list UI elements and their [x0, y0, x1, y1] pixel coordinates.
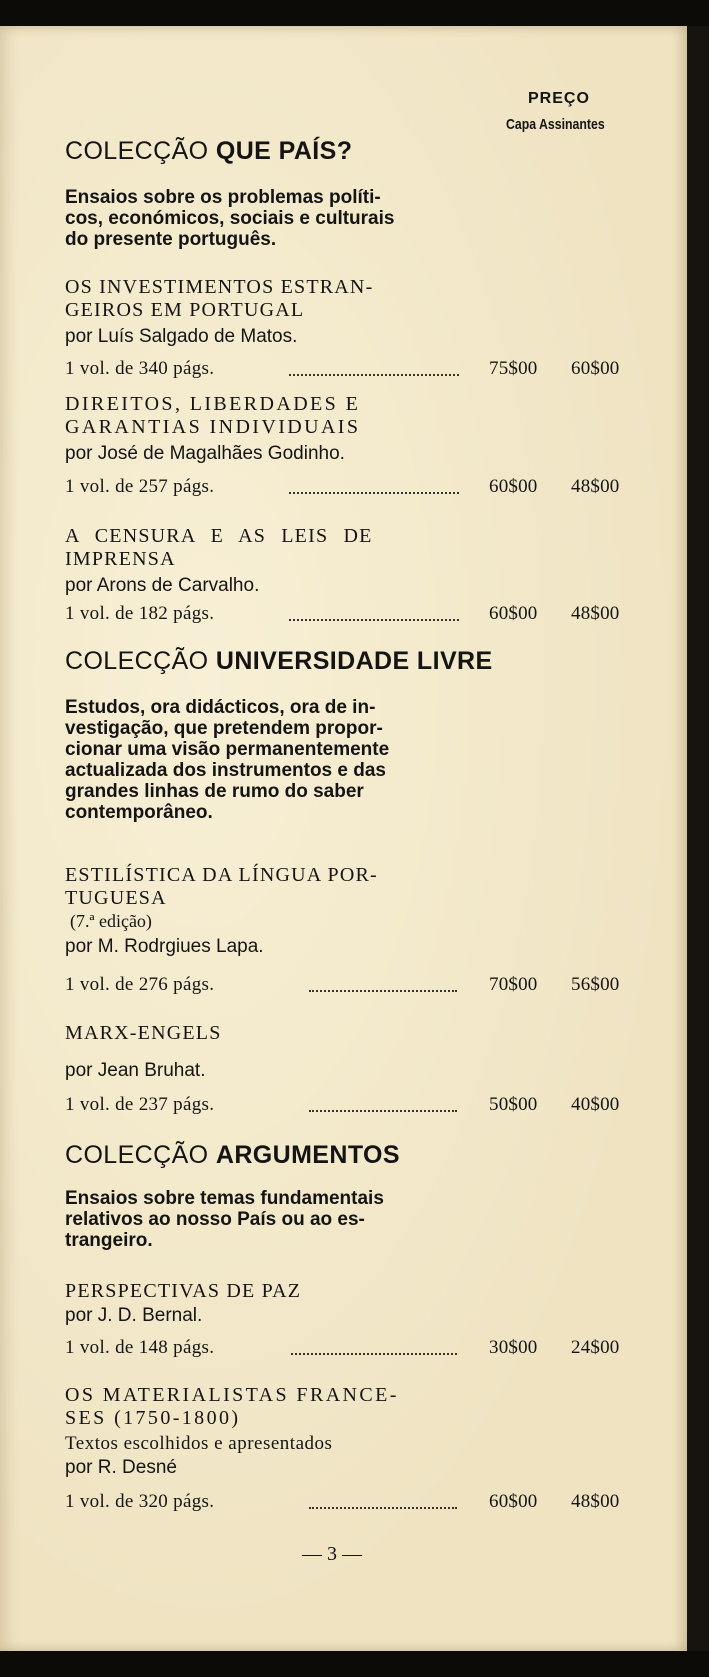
- book-author: [65, 443, 345, 465]
- author-prefix: por: [65, 443, 93, 464]
- book-volume: 1 vol. de 320 págs.: [65, 1491, 215, 1512]
- page-edge-shadow: [687, 26, 709, 1651]
- book-edition: (7.ª edição): [70, 911, 152, 931]
- page-number: — 3 —: [302, 1543, 362, 1565]
- book-volume: 1 vol. de 148 págs.: [65, 1337, 215, 1358]
- price-assinantes: 48$00: [571, 603, 620, 624]
- price-capa: 50$00: [489, 1094, 538, 1115]
- author-name: R. Desné: [97, 1457, 177, 1478]
- collection-prefix: COLECÇÃO: [65, 137, 209, 165]
- collection-name: QUE PAÍS?: [215, 137, 353, 165]
- price-leader-dots: [309, 990, 457, 992]
- price-capa: 60$00: [489, 476, 538, 497]
- book-volume: 1 vol. de 182 págs.: [65, 603, 215, 624]
- book-volume: 1 vol. de 276 págs.: [65, 974, 215, 995]
- author-prefix: por: [65, 326, 93, 347]
- book-author: [65, 1457, 177, 1479]
- price-capa: 30$00: [489, 1337, 538, 1358]
- price-leader-dots: [289, 492, 459, 494]
- author-name: Jean Bruhat.: [97, 1060, 206, 1081]
- collection-name: ARGUMENTOS: [215, 1141, 400, 1169]
- collection-heading-que-pais: [65, 137, 352, 166]
- collection-description: Ensaios sobre os problemas políti- cos, económicos, sociais e culturais do presente português.: [65, 187, 395, 250]
- price-assinantes: 24$00: [571, 1337, 620, 1358]
- collection-heading-argumentos: [65, 1141, 400, 1170]
- author-name: José de Magalhães Godinho.: [97, 443, 345, 464]
- book-volume: 1 vol. de 237 págs.: [65, 1094, 215, 1115]
- author-prefix: por: [65, 1060, 93, 1081]
- book-volume: 1 vol. de 340 págs.: [65, 358, 215, 379]
- price-assinantes: 48$00: [571, 476, 620, 497]
- price-assinantes: 48$00: [571, 1491, 620, 1512]
- price-columns-header: Capa Assinantes: [506, 116, 605, 133]
- book-author: [65, 936, 264, 958]
- book-title: DIREITOS, LIBERDADES E GARANTIAS INDIVIDUAIS: [65, 393, 361, 438]
- collection-prefix: COLECÇÃO: [65, 1141, 209, 1169]
- book-author: [65, 326, 297, 348]
- collection-heading-universidade-livre: [65, 647, 493, 676]
- price-leader-dots: [289, 619, 459, 621]
- book-title: MARX-ENGELS: [65, 1022, 222, 1044]
- price-assinantes: 40$00: [571, 1094, 620, 1115]
- price-leader-dots: [291, 1353, 457, 1355]
- author-name: Arons de Carvalho.: [96, 575, 260, 596]
- price-leader-dots: [309, 1110, 457, 1112]
- author-prefix: por: [65, 1457, 93, 1478]
- book-title: OS MATERIALISTAS FRANCE- SES (1750-1800): [65, 1384, 399, 1429]
- collection-prefix: COLECÇÃO: [65, 647, 209, 675]
- book-author: [65, 575, 259, 597]
- book-title: OS INVESTIMENTOS ESTRAN- GEIROS EM PORTUGAL: [65, 276, 374, 321]
- price-assinantes: 56$00: [571, 974, 620, 995]
- author-prefix: por: [65, 936, 93, 957]
- author-name: M. Rodrgiues Lapa.: [97, 936, 264, 957]
- collection-name: UNIVERSIDADE LIVRE: [215, 647, 493, 675]
- book-title: PERSPECTIVAS DE PAZ: [65, 1280, 302, 1302]
- author-name: Luís Salgado de Matos.: [97, 326, 298, 347]
- price-header: PREÇO: [528, 90, 590, 107]
- price-capa: 70$00: [489, 974, 538, 995]
- book-volume: 1 vol. de 257 págs.: [65, 476, 215, 497]
- author-prefix: por: [65, 1305, 93, 1326]
- collection-description: Estudos, ora didácticos, ora de in- vestigação, que pretendem propor- cionar uma visão permanentemente actualizada dos instrumentos e das grandes linhas de rumo do saber contemporâneo.: [65, 697, 390, 823]
- author-prefix: por: [65, 575, 93, 596]
- price-capa: 60$00: [489, 1491, 538, 1512]
- price-capa: 60$00: [489, 603, 538, 624]
- book-note: Textos escolhidos e apresentados: [65, 1433, 333, 1454]
- book-author: [65, 1305, 202, 1327]
- price-capa: 75$00: [489, 358, 538, 379]
- collection-description: Ensaios sobre temas fundamentais relativos ao nosso País ou ao es- trangeiro.: [65, 1188, 384, 1251]
- book-author: [65, 1060, 206, 1082]
- price-assinantes: 60$00: [571, 358, 620, 379]
- book-title: A CENSURA E AS LEIS DE IMPRENSA: [65, 525, 373, 570]
- price-leader-dots: [289, 374, 459, 376]
- author-name: J. D. Bernal.: [97, 1305, 203, 1326]
- price-leader-dots: [309, 1507, 457, 1509]
- book-title: ESTILÍSTICA DA LÍNGUA POR- TUGUESA: [65, 864, 378, 909]
